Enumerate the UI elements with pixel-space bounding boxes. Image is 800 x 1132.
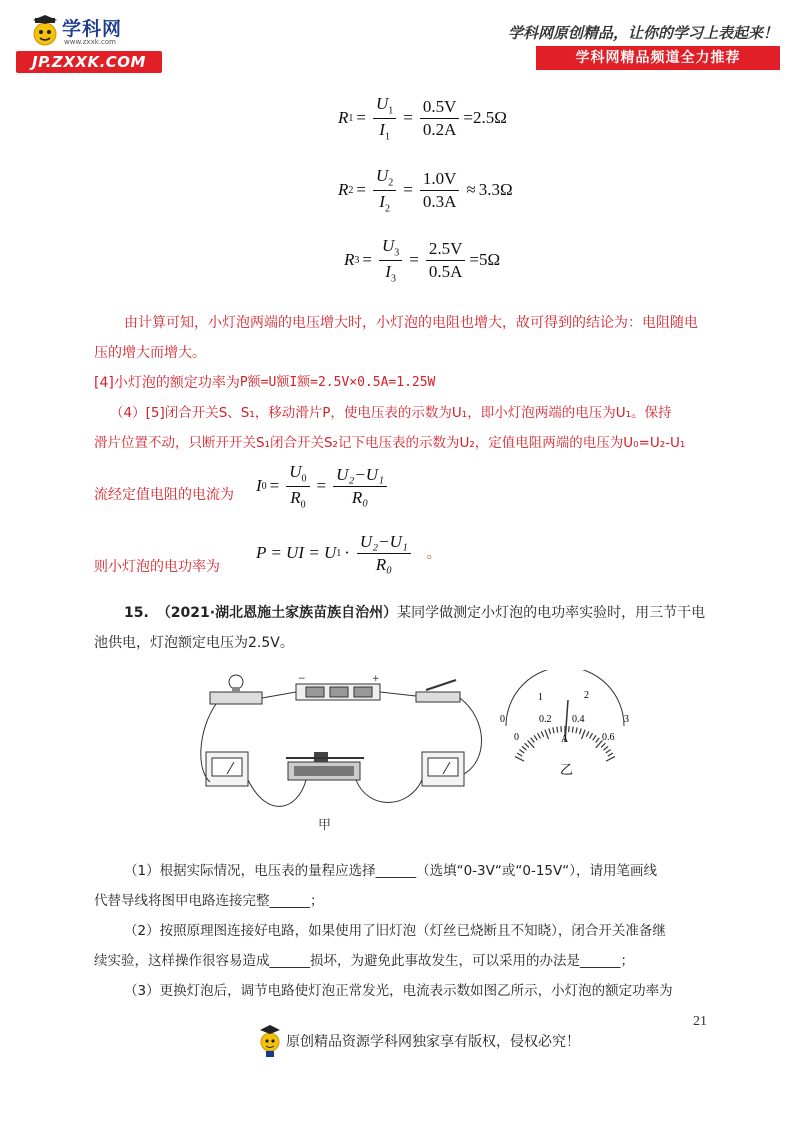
svg-text:+: + — [372, 674, 380, 684]
r2-den1-sub: 2 — [384, 203, 390, 215]
power-den: R₀ — [375, 554, 392, 574]
r1-den2: 0.2A — [422, 119, 457, 139]
dial-tick — [545, 730, 549, 739]
logo — [16, 14, 162, 74]
figure-label-b: 乙 — [560, 763, 574, 778]
dial-tick — [534, 735, 537, 740]
power-lhs-sub: 1 — [336, 547, 342, 559]
current-den2: R₀ — [351, 487, 369, 507]
current-num1-sub: 0 — [301, 473, 307, 485]
dial-tick — [538, 733, 541, 738]
power-label: 则小灯泡的电功率为 — [94, 559, 220, 575]
footer-copyright — [258, 1024, 580, 1058]
dial-tick — [576, 727, 577, 733]
r3-den2: 0.5A — [428, 261, 463, 281]
current-num2: U₂−U₁ — [333, 465, 387, 487]
r3-num1: U — [381, 236, 395, 255]
dial-bottom-tick-02: 0.2 — [539, 714, 552, 725]
r2-lhs-sub: 2 — [348, 184, 354, 196]
r1-den1: I — [379, 119, 385, 139]
dial-tick — [557, 727, 558, 733]
dial-tick — [553, 727, 554, 733]
dial-tick — [517, 753, 522, 756]
dial-tick — [579, 728, 581, 734]
dial-tick — [581, 730, 585, 739]
mascot-icon — [258, 1024, 282, 1058]
r2-num1-sub: 2 — [388, 177, 394, 189]
conclusion-line-2: 压的增大而增大。 — [94, 345, 206, 361]
battery-icon — [296, 674, 380, 700]
mascot-icon — [30, 14, 60, 50]
dial-tick — [531, 738, 535, 743]
sub1-line-1: （1）根据实际情况，电压表的量程应选择______（选填“0-3V“或“0-15V“），请用笔画线 — [124, 863, 657, 879]
r2-num2: 1.0V — [420, 169, 460, 191]
dial-bottom-tick-0: 0 — [514, 732, 519, 743]
dial-unit: A — [561, 734, 569, 745]
r3-result: 5Ω — [478, 250, 501, 270]
page-number: 21 — [693, 1014, 707, 1029]
item5-line-2: 滑片位置不动，只断开开关S₁闭合开关S₂记下电压表的示数为U₂，定值电阻两端的电压为U₀=U₂-U₁ — [94, 435, 686, 451]
dial-tick — [572, 727, 573, 733]
logo-text: 学科网 — [62, 18, 123, 40]
power-formula — [256, 532, 441, 574]
dial-tick — [519, 750, 524, 753]
item4-prefix: [4]小灯泡的额定功率为 — [94, 375, 240, 391]
copyright-text: 原创精品资源学科网独家享有版权，侵权必究！ — [286, 1034, 580, 1050]
r3-num2: 2.5V — [426, 239, 466, 261]
current-lhs: I — [256, 476, 262, 496]
dial-tick — [604, 746, 609, 750]
dial-tick — [596, 738, 600, 743]
r1-lhs: R — [338, 108, 349, 128]
r3-lhs: R — [344, 250, 355, 270]
question-number: 15. — [124, 605, 149, 621]
r2-result: 3.3Ω — [478, 180, 513, 200]
current-num1: U — [289, 462, 302, 481]
power-end: 。 — [426, 546, 441, 563]
r2-num1: U — [375, 166, 389, 185]
power-num: U₂−U₁ — [357, 532, 411, 554]
dial-tick — [541, 731, 544, 736]
figure-label-a: 甲 — [318, 818, 332, 833]
dial-bottom-tick-04: 0.4 — [572, 714, 585, 725]
question-source: （2021·湖北恩施土家族苗族自治州） — [156, 605, 398, 621]
r3-lhs-sub: 3 — [354, 254, 360, 266]
svg-text:−: − — [298, 674, 306, 684]
r1-num1-sub: 1 — [388, 105, 394, 117]
item4-expression: P额=U额I额=2.5V×0.5A=1.25W — [239, 375, 436, 390]
dial-tick — [593, 735, 596, 740]
r2-den2: 0.3A — [422, 191, 457, 211]
item5-line-1: （4）[5]闭合开关S、S₁，移动滑片P，使电压表的示数为U₁，即小灯泡两端的电压为U₁。保持 — [110, 405, 672, 421]
current-formula: I 0 = $\frac{U_0}{R_0}$ = $\frac{\text{U₂−U₁}}{\text{R₀}}$ — [256, 462, 391, 511]
r3-den1-sub: 3 — [390, 273, 396, 285]
r2-den1: I — [379, 191, 385, 211]
power-dot: · — [344, 543, 350, 563]
logo-url-small: www.zxxk.com — [64, 38, 116, 46]
current-den1-sub: 0 — [300, 499, 306, 511]
dial-extra-tick-0: 0 — [500, 714, 505, 725]
rheostat-icon — [286, 752, 364, 780]
r3-num1-sub: 3 — [394, 247, 400, 259]
dial-tick — [525, 743, 529, 747]
dial-tick — [590, 733, 593, 738]
power-lhs: P = UI = U — [256, 543, 337, 563]
logo-domain[interactable]: JP.ZXXK.COM — [16, 51, 162, 73]
switch-icon — [416, 680, 460, 702]
current-den1: R — [290, 487, 301, 507]
r2-relation: ≈ — [466, 180, 476, 200]
dial-tick — [606, 757, 615, 762]
dial-tick — [549, 728, 551, 734]
question-stem-text: 某同学做测定小灯泡的电功率实验时，用三节干电 — [397, 605, 706, 621]
formula-r3: R 3 = $\frac{U_3}{I_3}$ = $\frac{2.5V}{0.5A}$ = 5Ω — [344, 236, 501, 285]
dial-tick — [606, 750, 611, 753]
ammeter-dial — [506, 670, 624, 761]
sub1-line-2: 代替导线将图甲电路连接完整______； — [94, 893, 324, 909]
question-stem-line-2: 池供电，灯泡额定电压为2.5V。 — [94, 635, 294, 651]
item4 — [94, 370, 435, 396]
sub2-line-1: （2）按照原理图连接好电路，如果使用了旧灯泡（灯丝已烧断且不知晓），闭合开关准备继 — [124, 923, 666, 939]
r1-den1-sub: 1 — [384, 131, 390, 143]
dial-extra-tick-3: 3 — [624, 714, 629, 725]
r3-den1: I — [385, 261, 391, 281]
dial-top-tick-2: 2 — [584, 690, 589, 701]
dial-tick — [515, 757, 524, 762]
question-stem-line-1 — [124, 600, 705, 626]
r1-relation: = — [463, 108, 473, 128]
r2-lhs: R — [338, 180, 349, 200]
dial-tick — [522, 746, 527, 750]
r1-num1: U — [375, 94, 389, 113]
header-slogan: 学科网原创精品，让你的学习上表起来！ — [507, 24, 778, 42]
r1-lhs-sub: 1 — [348, 112, 354, 124]
promo-banner: 学科网精品频道全力推荐 — [536, 46, 780, 70]
dial-tick — [601, 743, 605, 747]
bulb-icon — [210, 675, 262, 704]
sub2-line-2: 续实验，这样操作很容易造成______损坏，为避免此事故发生，可以采用的办法是______； — [94, 953, 634, 969]
sub3-line-1: （3）更换灯泡后，调节电路使灯泡正常发光，电流表示数如图乙所示，小灯泡的额定功率为 — [124, 983, 673, 999]
r1-num2: 0.5V — [420, 97, 460, 119]
dial-top-tick-1: 1 — [538, 692, 543, 703]
voltmeter-icon — [206, 752, 248, 786]
ammeter-icon — [422, 752, 464, 786]
r1-result: 2.5Ω — [472, 108, 507, 128]
dial-bottom-tick-06: 0.6 — [602, 732, 615, 743]
r3-relation: = — [469, 250, 479, 270]
dial-tick — [608, 753, 613, 756]
current-lhs-sub: 0 — [261, 480, 267, 492]
formula-r2: R 2 = $\frac{U_2}{I_2}$ = $\frac{1.0V}{0.3A}$ ≈ 3.3Ω — [338, 166, 513, 215]
current-label: 流经定值电阻的电流为 — [94, 487, 234, 503]
circuit-figure — [188, 670, 658, 830]
formula-r1: R 1 = $\frac{U_1}{I_1}$ = $\frac{0.5V}{0.2A}$ = 2.5Ω — [338, 94, 507, 143]
conclusion-line-1: 由计算可知，小灯泡两端的电压增大时，小灯泡的电阻也增大，故可得到的结论为：电阻随电 — [124, 315, 698, 331]
dial-tick — [586, 731, 589, 736]
